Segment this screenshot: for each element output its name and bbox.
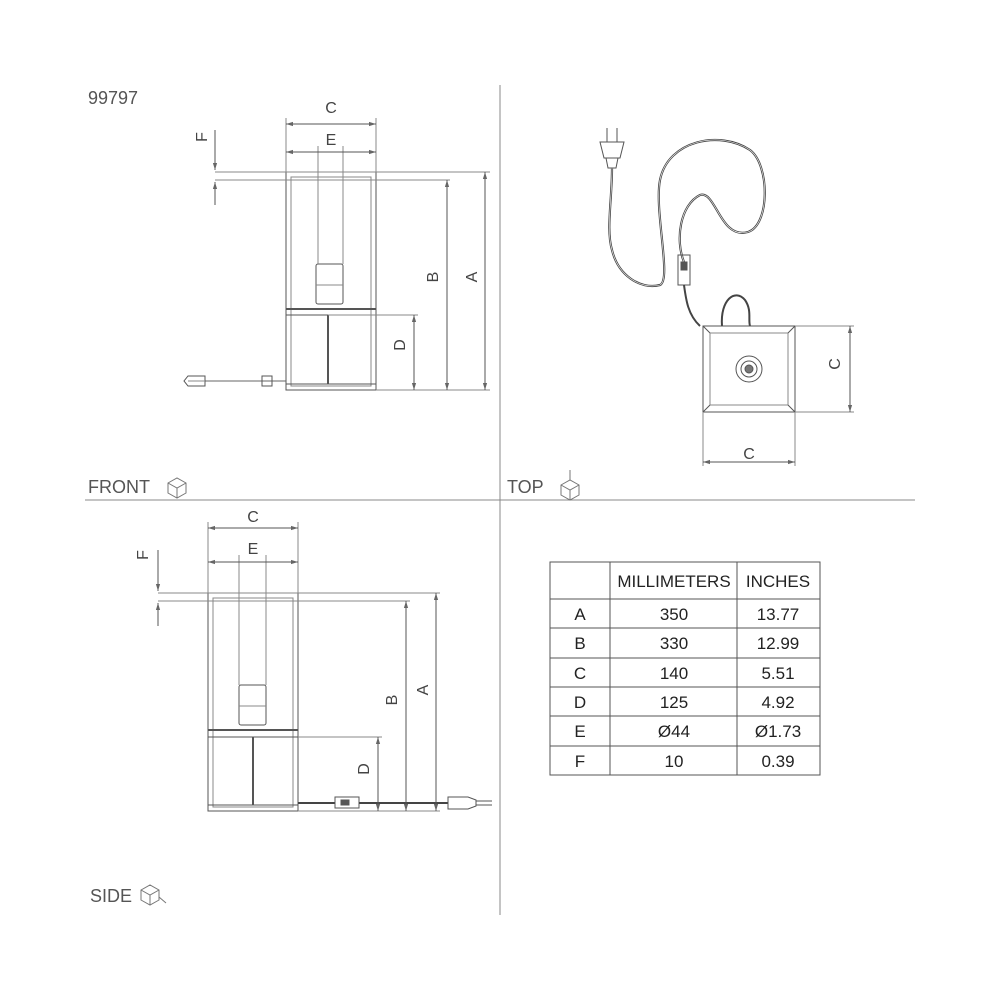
front-dimension-labels — [194, 100, 481, 351]
side-plug — [448, 797, 476, 809]
table-row-c-letter: C — [573, 664, 587, 683]
table-row-a-in: 13.77 — [756, 605, 800, 624]
table-row-d-in: 4.92 — [761, 693, 795, 712]
front-dim-d: D — [392, 339, 409, 351]
side-dim-c: C — [247, 509, 259, 526]
top-view — [600, 128, 854, 466]
front-bulb-socket — [316, 264, 343, 304]
top-label — [507, 470, 579, 500]
table-row-d-mm: 125 — [659, 693, 689, 712]
product-code: 99797 — [88, 88, 139, 108]
side-dim-a: A — [415, 684, 432, 696]
table-row-c-mm: 140 — [659, 664, 689, 683]
front-dim-f: F — [194, 132, 211, 142]
front-view-cube-icon — [168, 478, 186, 498]
table-row-b-letter: B — [574, 634, 586, 653]
table-row-a-mm: 350 — [659, 605, 689, 624]
side-dim-b: B — [384, 694, 401, 706]
top-view-cube-icon — [561, 470, 579, 500]
front-lamp-frame — [286, 172, 376, 390]
side-dim-e: E — [247, 541, 259, 558]
top-dim-c-vertical: C — [827, 358, 844, 370]
table-row-f-in: 0.39 — [761, 752, 795, 771]
table-row-e-letter: E — [574, 722, 586, 741]
table-row-f-mm: 10 — [664, 752, 684, 771]
side-label — [90, 885, 166, 906]
front-label — [88, 477, 186, 498]
table-row-e-mm: Ø44 — [657, 722, 691, 741]
front-view — [184, 118, 490, 390]
side-bulb-socket — [239, 685, 266, 725]
side-view-label: SIDE — [90, 886, 133, 906]
table-row-d-letter: D — [573, 693, 587, 712]
front-dim-c: C — [325, 100, 337, 117]
dimension-table — [550, 562, 820, 775]
side-dimension-labels — [135, 509, 432, 775]
side-view-cube-icon — [141, 885, 166, 905]
side-dim-f: F — [135, 550, 152, 560]
front-view-label: FRONT — [88, 477, 150, 497]
quadrant-dividers — [85, 85, 915, 915]
table-header-mm: MILLIMETERS — [617, 572, 731, 591]
table-row-b-in: 12.99 — [756, 634, 800, 653]
front-dim-b: B — [425, 271, 442, 283]
top-plug — [600, 128, 624, 168]
table-row-a-letter: A — [574, 605, 586, 624]
top-view-label: TOP — [507, 477, 544, 497]
table-row-e-in: Ø1.73 — [754, 722, 802, 741]
front-dim-a: A — [464, 271, 481, 283]
top-dim-c-horizontal: C — [743, 446, 755, 463]
table-row-f-letter: F — [574, 752, 586, 771]
table-row-c-in: 5.51 — [761, 664, 795, 683]
table-row-b-mm: 330 — [659, 634, 689, 653]
side-dim-d: D — [356, 763, 373, 775]
table-header-in: INCHES — [745, 572, 811, 591]
front-dim-e: E — [325, 132, 337, 149]
side-view — [158, 522, 492, 811]
